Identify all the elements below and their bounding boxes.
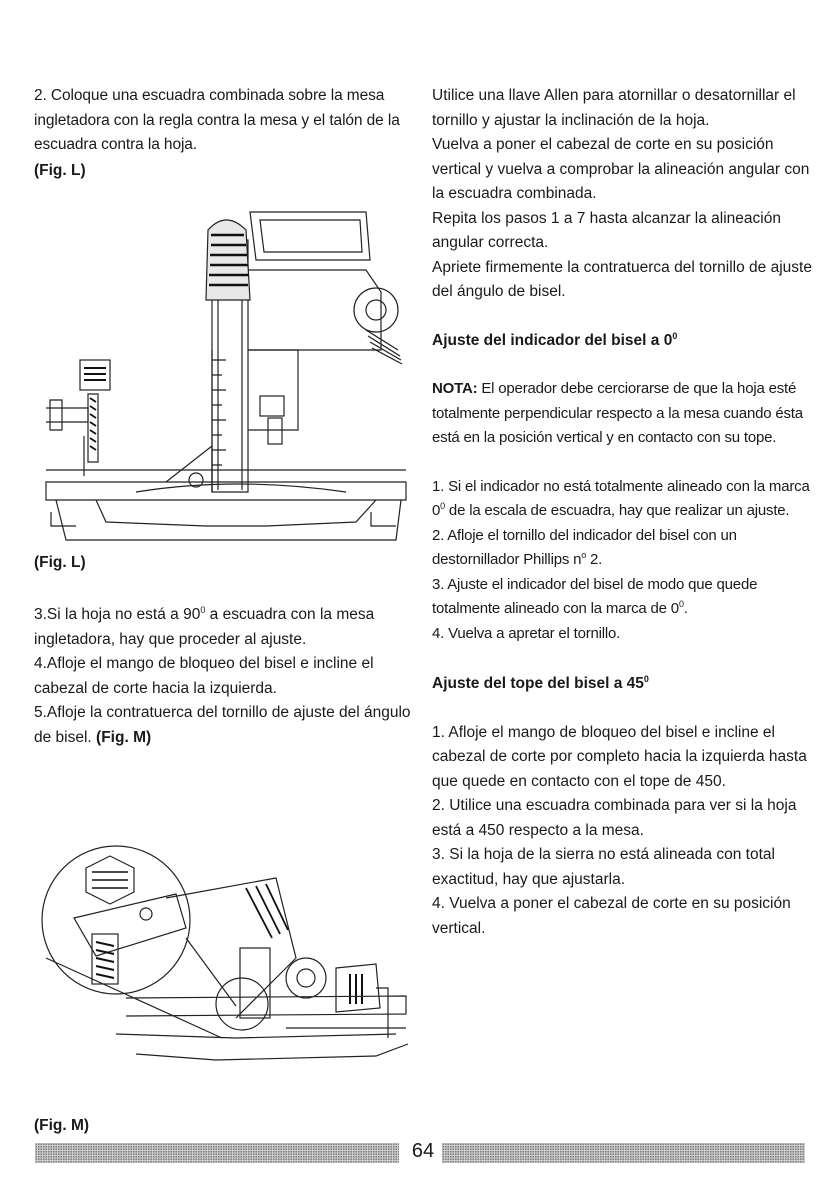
heading-bevel-indicator: Ajuste del indicador del bisel a $0^0$ [432,330,678,349]
heading-bevel-stop-45: Ajuste del tope del bisel a $45^0$ [432,674,649,692]
fig-m-caption: (Fig. M) [34,1117,90,1134]
step-2-text: 2. Coloque una escuadra combinada sobre la mesa ingletadora con la regla contra la mesa y el talón de la escuadra contra la hoja. [34,87,400,153]
left-column-lower [34,603,414,750]
allen-key-text: Utilice una llave Allen para atornillar o desatornillar el tornillo y ajustar la inclinación de la hoja. [432,87,796,129]
stop-step-2: 2. Utilice una escuadra combinada para ver si la hoja está a 450 respecto a la mesa. [432,797,797,839]
step-4-text: 4.Afloje el mango de bloqueo del bisel e incline el cabezal de corte hacia la izquierda. [34,655,374,697]
fig-l-caption: (Fig. L) [34,554,86,571]
step-5-text: 5.Afloje la contratuerca del tornillo de ajuste del ángulo de bisel. (Fig. M) [34,704,411,746]
indicator-step-4: 4. Vuelva a apretar el tornillo. [432,624,621,642]
fig-l-reference: (Fig. L) [34,161,86,179]
footer-bar-right [442,1143,805,1163]
stop-step-1: 1. Afloje el mango de bloqueo del bisel e incline el cabezal de corte por completo hacia la izquierda hasta que quede en contacto con el tope de 450. [432,723,807,790]
page-number: 64 [411,1140,435,1162]
step-3-text: 3.Si la hoja no está a $90^0$ a escuadra con la mesa ingletadora, hay que proceder al ajuste. [34,605,375,648]
indicator-steps [432,475,812,647]
stop-step-4: 4. Vuelva a poner el cabezal de corte en su posición vertical. [432,895,791,937]
tighten-locknut-text: Apriete firmemente la contratuerca del tornillo de ajuste del ángulo de bisel. [432,258,812,300]
indicator-step-3: 3. Ajuste el indicador del bisel de modo que quede totalmente alineado con la marca de $0^0$. [432,575,758,617]
repeat-steps-text: Repita los pasos 1 a 7 hasta alcanzar la alineación angular correcta. [432,209,781,251]
right-column [432,84,812,941]
footer-bar-left [35,1143,399,1163]
left-column [34,84,414,183]
indicator-step-1: 1. Si el indicador no está totalmente alineado con la marca $0^0$ de la escala de escuadra, hay que realizar un ajuste. [432,477,810,519]
figure-l-miter-saw-square [36,200,412,546]
return-vertical-text: Vuelva a poner el cabezal de corte en su posición vertical y vuelva a comprobar la alineación angular con la escuadra combinada. [432,136,810,202]
note-text: NOTA: El operador debe cerciorarse de que la hoja esté totalmente perpendicular respecto a la mesa cuando ésta está en la posición vertical y en contacto con su tope. [432,380,803,446]
fig-m-reference: (Fig. M) [96,728,152,746]
figure-m-bevel-adjustment [36,838,412,1098]
stop-step-3: 3. Si la hoja de la sierra no está alineada con total exactitud, hay que ajustarla. [432,846,775,888]
stop-steps [432,721,812,942]
indicator-step-2: 2. Afloje el tornillo del indicador del bisel con un destornillador Phillips $n^o$ 2. [432,526,737,568]
